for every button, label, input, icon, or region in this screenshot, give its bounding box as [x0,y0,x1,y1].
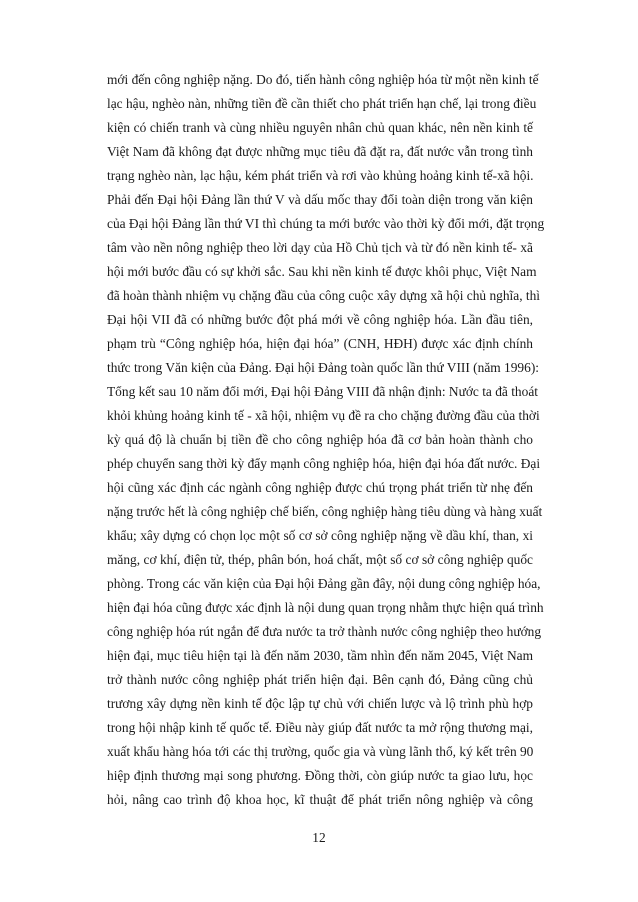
text-line: khỏi khủng hoảng kinh tế - xã hội, nhiệm vụ đề ra cho chặng đường đầu của thời [107,408,540,423]
text-line: Việt Nam đã không đạt được những mục tiêu đã đặt ra, đất nước vẫn trong tình [107,144,533,159]
text-line: hiện đại hóa cũng được xác định là nội dung quan trọng nhằm thực hiện quá trình [107,600,544,615]
text-line: phép chuyển sang thời kỳ đẩy mạnh công nghiệp hóa, hiện đại hóa đất nước. Đại [107,456,541,471]
text-line: Đại hội VII đã có những bước đột phá mới về công nghiệp hóa. Lần đầu tiên, [107,312,533,327]
text-line: phòng. Trong các văn kiện của Đại hội Đảng gần đây, nội dung công nghiệp hóa, [107,576,541,591]
text-line: nặng trước hết là công nghiệp chế biến, công nghiệp hàng tiêu dùng và hàng xuất [107,504,543,519]
text-line: thức trong Văn kiện của Đảng. Đại hội Đảng toàn quốc lần thứ VIII (năm 1996): [107,360,539,375]
text-line: tâm vào nền nông nghiệp theo lời dạy của Hồ Chủ tịch và từ đó nền kinh tế- xã [107,240,533,255]
text-line: trở thành nước công nghiệp phát triển hiện đại. Bên cạnh đó, Đảng cũng chủ [107,672,533,687]
text-line: măng, cơ khí, điện tử, thép, phân bón, hoá chất, một số cơ sở công nghiệp quốc [107,552,533,567]
text-line: công nghiệp hóa rút ngắn để đưa nước ta trở thành nước công nghiệp theo hướng [107,624,542,639]
text-line: phạm trù “Công nghiệp hóa, hiện đại hóa” (CNH, HĐH) được xác định chính [107,336,533,351]
text-line: khẩu; xây dựng có chọn lọc một số cơ sở công nghiệp nặng về dầu khí, than, xi [107,528,533,543]
text-line: kiện có chiến tranh và cùng nhiều nguyên nhân chủ quan khác, nên nền kinh tế [107,120,533,135]
text-line: kỳ quá độ là chuẩn bị tiền đề cho công nghiệp hóa đã cơ bản hoàn thành cho [107,432,533,447]
text-line: hội cũng xác định các ngành công nghiệp được chú trọng phát triển từ nhẹ đến [107,480,533,495]
text-line: trương xây dựng nền kinh tế độc lập tự chủ với chiến lược và lộ trình phù hợp [107,696,533,711]
text-line: Tổng kết sau 10 năm đổi mới, Đại hội Đảng VIII đã nhận định: Nước ta đã thoát [107,384,538,399]
text-line: đã hoàn thành nhiệm vụ chặng đầu của công cuộc xây dựng xã hội chủ nghĩa, thì [107,288,541,303]
text-line: Phải đến Đại hội Đảng lần thứ V và dấu mốc thay đổi toàn diện trong văn kiện [107,192,533,207]
text-line: lạc hậu, nghèo nàn, những tiền đề cần thiết cho phát triển hạn chế, lại trong điều [107,96,537,111]
text-line: hội mới bước đầu có sự khởi sắc. Sau khi nền kinh tế được khôi phục, Việt Nam [107,264,537,279]
text-line: mới đến công nghiệp nặng. Do đó, tiến hành công nghiệp hóa từ một nền kinh tế [107,72,539,87]
text-line: của Đại hội Đảng lần thứ VI thì chúng ta mới bước vào thời kỳ đổi mới, đặt trọng [107,216,545,231]
text-line: trong hội nhập kinh tế quốc tế. Điều này giúp đất nước ta mở rộng thương mại, [107,720,533,735]
text-line: trạng nghèo nàn, lạc hậu, kém phát triển và rơi vào khủng hoảng kinh tế-xã hội. [107,168,534,183]
page-number: 12 [312,830,326,845]
text-line: hiện đại, mục tiêu hiện tại là đến năm 2030, tầm nhìn đến năm 2045, Việt Nam [107,648,533,663]
text-line: xuất khẩu hàng hóa tới các thị trường, quốc gia và vùng lãnh thổ, ký kết trên 90 [107,744,534,759]
text-line: hiệp định thương mại song phương. Đồng thời, còn giúp nước ta giao lưu, học [107,768,533,783]
text-line: hỏi, nâng cao trình độ khoa học, kĩ thuật để phát triển nông nghiệp và công [107,792,533,807]
